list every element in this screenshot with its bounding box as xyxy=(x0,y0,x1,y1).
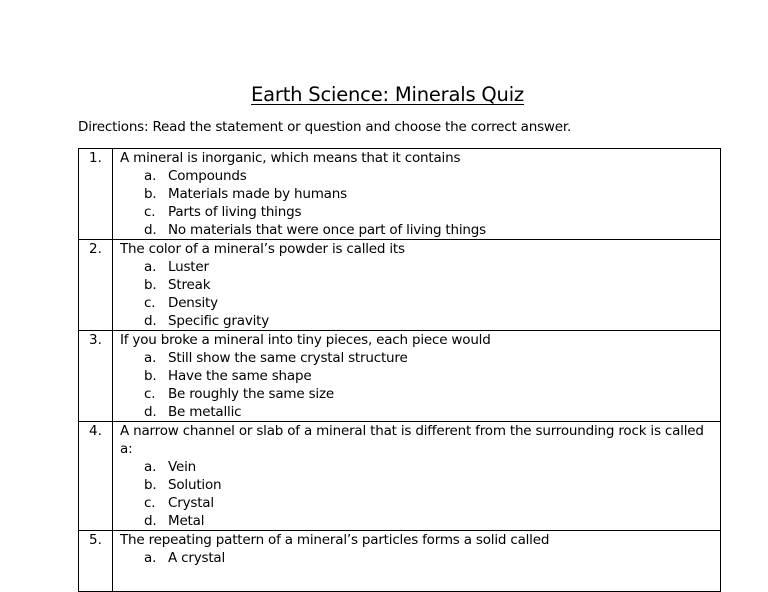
option-text: Crystal xyxy=(168,495,214,511)
option-letter: b. xyxy=(144,277,157,293)
question-cell xyxy=(113,531,721,592)
directions-text: Directions: Read the statement or question and choose the correct answer. xyxy=(78,119,572,135)
question-text: The repeating pattern of a mineral’s particles forms a solid called xyxy=(120,532,550,548)
option-text: Be roughly the same size xyxy=(168,386,334,402)
option-letter: a. xyxy=(144,350,157,366)
answer-option xyxy=(120,203,714,221)
option-letter: d. xyxy=(144,313,157,329)
option-letter: d. xyxy=(144,404,157,420)
option-text: Density xyxy=(168,295,218,311)
answer-option xyxy=(120,221,714,239)
option-letter: c. xyxy=(144,386,156,402)
answer-option xyxy=(120,549,714,567)
option-text: Specific gravity xyxy=(168,313,270,329)
question-row xyxy=(79,149,721,240)
question-cell xyxy=(113,422,721,531)
question-text: A mineral is inorganic, which means that it contains xyxy=(120,150,461,166)
question-cell xyxy=(113,331,721,422)
answer-option xyxy=(120,258,714,276)
question-number: 1. xyxy=(79,149,113,240)
option-text: Streak xyxy=(168,277,211,293)
answer-option xyxy=(120,312,714,330)
question-number: 4. xyxy=(79,422,113,531)
option-text: Still show the same crystal structure xyxy=(168,350,408,366)
answer-option xyxy=(120,276,714,294)
question-row xyxy=(79,331,721,422)
option-letter: b. xyxy=(144,368,157,384)
answer-option xyxy=(120,294,714,312)
question-cell xyxy=(113,149,721,240)
option-text: No materials that were once part of living things xyxy=(168,222,486,238)
option-text: Vein xyxy=(168,459,196,475)
answer-option xyxy=(120,167,714,185)
option-letter: c. xyxy=(144,295,156,311)
option-letter: d. xyxy=(144,222,157,238)
option-letter: d. xyxy=(144,513,157,529)
answer-option xyxy=(120,494,714,512)
answer-option xyxy=(120,512,714,530)
answer-option xyxy=(120,185,714,203)
question-text: If you broke a mineral into tiny pieces, each piece would xyxy=(120,332,491,348)
page-title: Earth Science: Minerals Quiz xyxy=(251,83,524,106)
question-row xyxy=(79,240,721,331)
question-number: 5. xyxy=(79,531,113,592)
question-number: 3. xyxy=(79,331,113,422)
option-letter: a. xyxy=(144,259,157,275)
answer-option xyxy=(120,367,714,385)
option-letter: c. xyxy=(144,495,156,511)
question-text: The color of a mineral’s powder is called its xyxy=(120,241,405,257)
answer-option xyxy=(120,458,714,476)
option-letter: b. xyxy=(144,477,157,493)
answer-option xyxy=(120,385,714,403)
question-row xyxy=(79,422,721,531)
answer-option xyxy=(120,349,714,367)
option-text: Compounds xyxy=(168,168,247,184)
option-letter: c. xyxy=(144,204,156,220)
option-text: Solution xyxy=(168,477,222,493)
option-letter: b. xyxy=(144,186,157,202)
answer-option xyxy=(120,476,714,494)
question-row xyxy=(79,531,721,592)
option-letter: a. xyxy=(144,550,157,566)
option-text: A crystal xyxy=(168,550,226,566)
answer-option xyxy=(120,403,714,421)
option-text: Materials made by humans xyxy=(168,186,347,202)
question-text: A narrow channel or slab of a mineral that is different from the surrounding rock is called a: xyxy=(120,423,704,457)
option-letter: a. xyxy=(144,459,157,475)
option-letter: a. xyxy=(144,168,157,184)
quiz-table xyxy=(78,148,721,592)
option-text: Parts of living things xyxy=(168,204,302,220)
option-text: Be metallic xyxy=(168,404,242,420)
option-text: Luster xyxy=(168,259,209,275)
option-text: Metal xyxy=(168,513,205,529)
question-number: 2. xyxy=(79,240,113,331)
option-text: Have the same shape xyxy=(168,368,312,384)
question-cell xyxy=(113,240,721,331)
